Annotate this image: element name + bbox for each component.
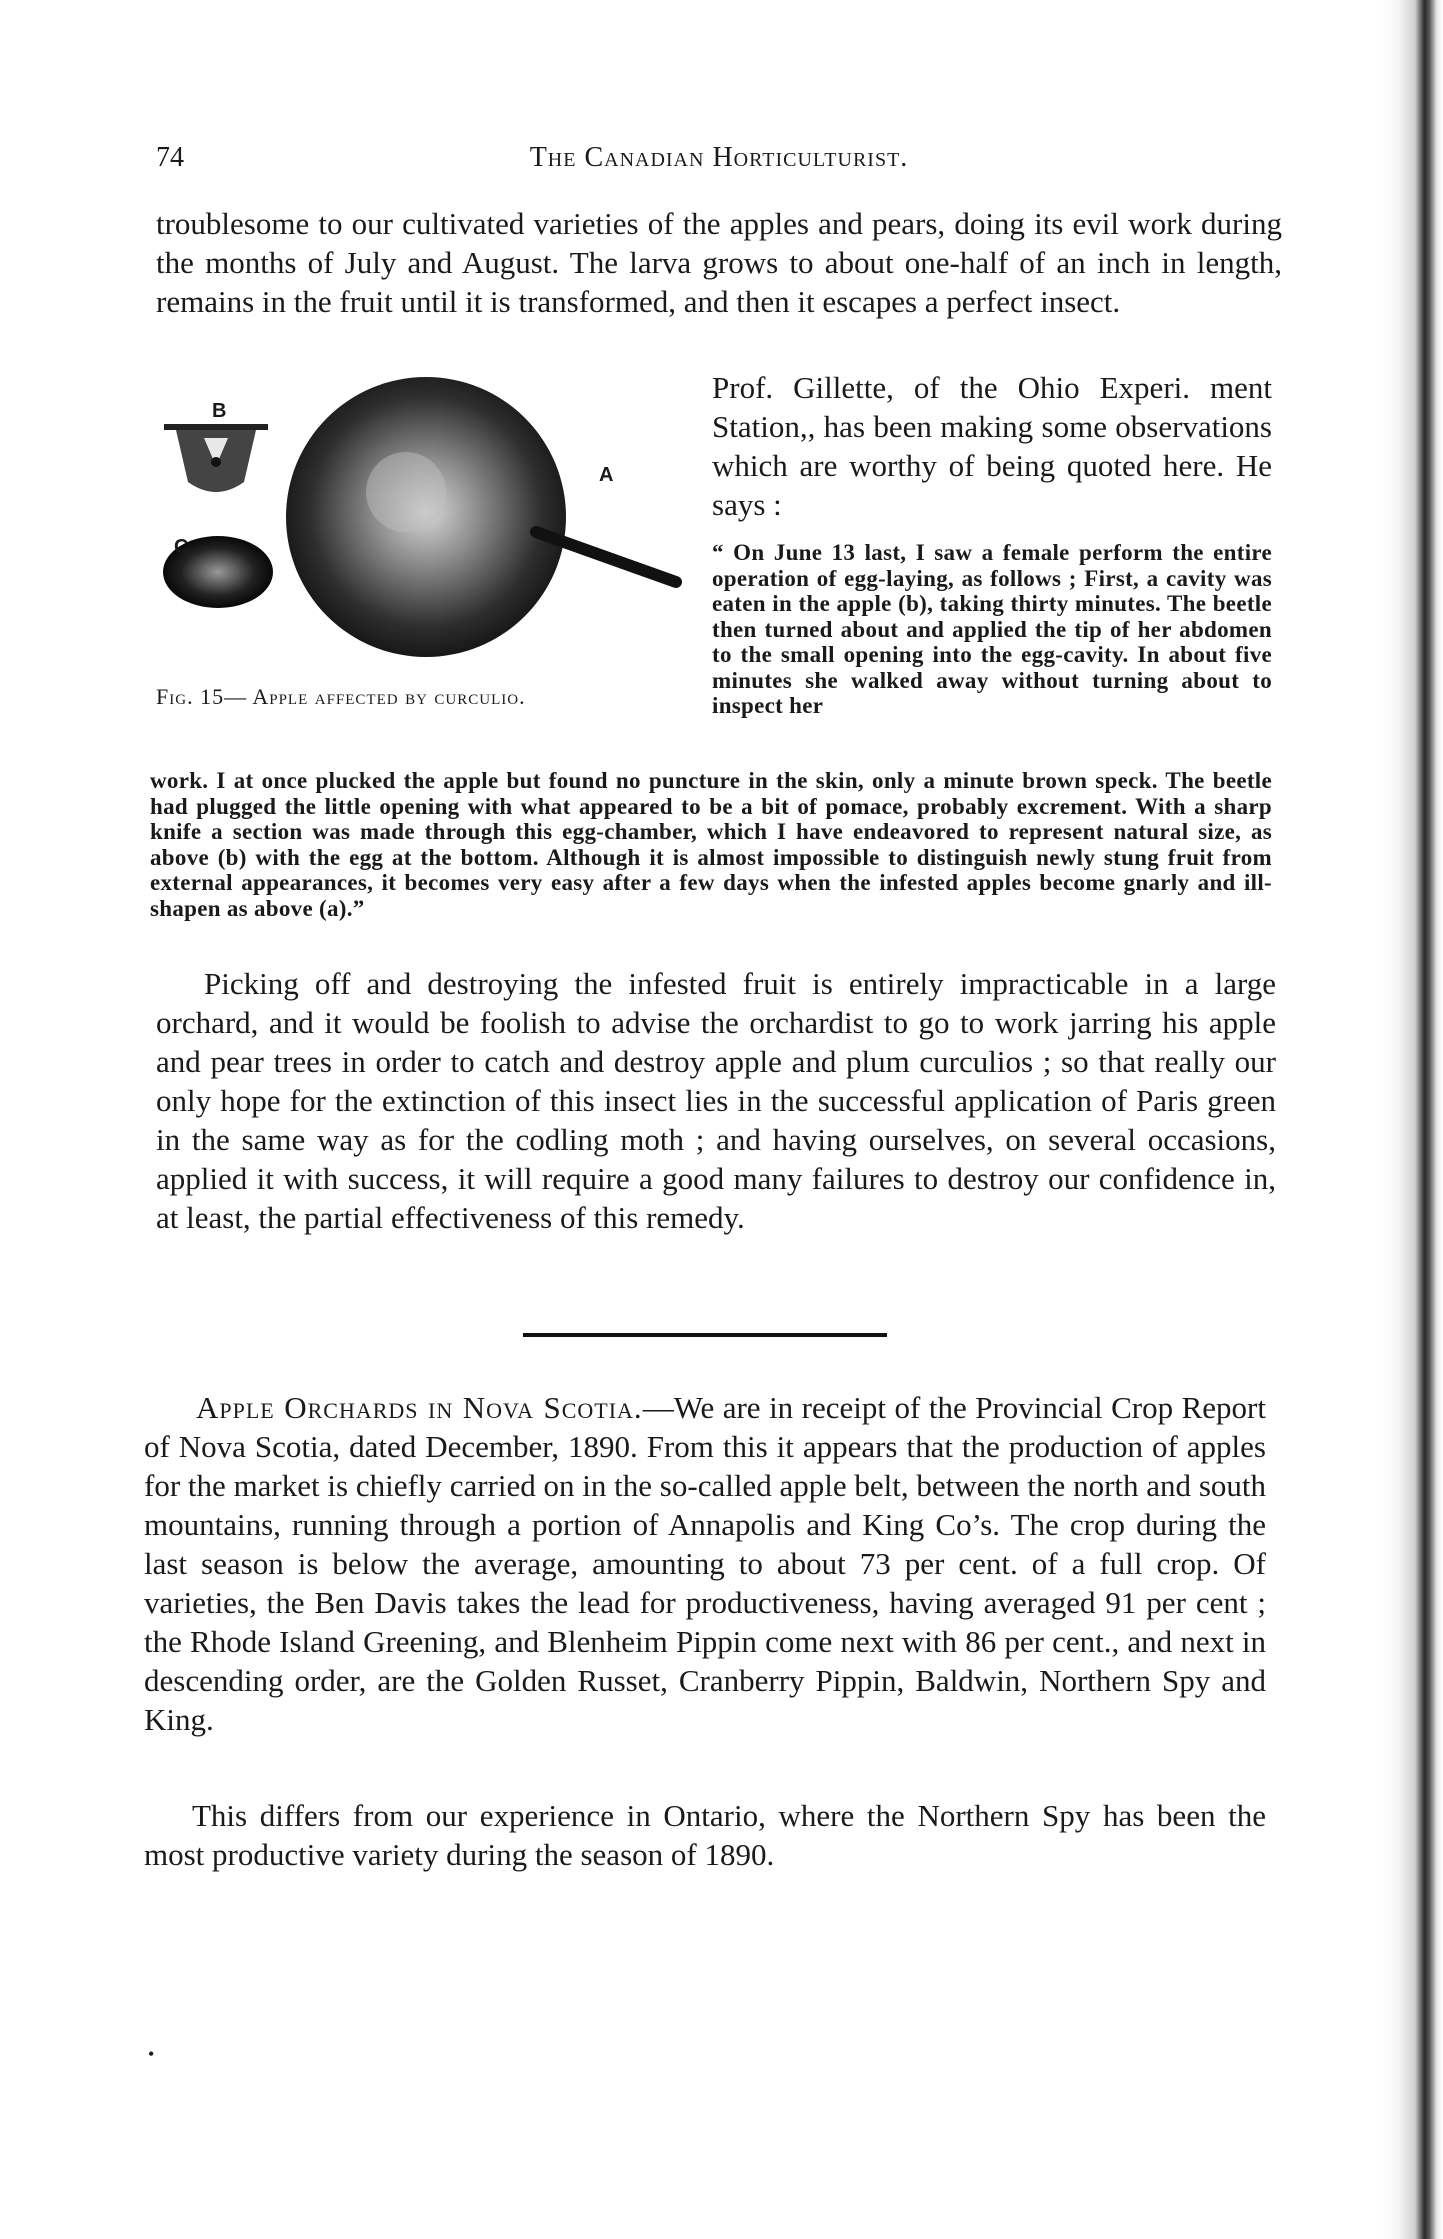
running-title: The Canadian Horticulturist. — [529, 142, 909, 173]
scan-speck: • — [148, 2044, 155, 2064]
apple-illustration — [156, 372, 716, 672]
gillette-intro: Prof. Gillette, of the Ohio Experi. ment Station,, has been making some observations which are worthy of being quoted here. He says : — [712, 370, 1272, 522]
nova-scotia-paragraph — [144, 1388, 1266, 1739]
figure-label-a: A — [599, 464, 614, 486]
page-number: 74 — [156, 142, 184, 173]
nova-scotia-heading: Apple Orchards in Nova Scotia. — [196, 1390, 643, 1425]
ontario-paragraph: This differs from our experience in Ontario, where the Northern Spy has been the most productive variety during the season of 1890. — [144, 1798, 1266, 1872]
figure-apple-curculio — [156, 372, 716, 732]
quote-side-column: “ On June 13 last, I saw a female perform the entire operation of egg-laying, as follows ; First, a cavity was eaten in the apple (b), taking thirty minutes. The beetle then turned about and applied the tip of her abdomen to the small opening into the egg-cavity. In about five minutes she walked away without turning about to inspect her — [712, 540, 1272, 718]
nova-scotia-body: —We are in receipt of the Provincial Crop Report of Nova Scotia, dated December, 1890. From this it appears that the production of apples for the market is chiefly carried on in the so-called apple belt, between the north and south mountains, running through a portion of Annapolis and King Co’s. The crop during the last season is below the average, amounting to about 73 per cent. of a full crop. Of varieties, the Ben Davis takes the lead for productiveness, having averaged 91 per cent ; the Rhode Island Greening, and Blenheim Pippin come next with 86 per cent., and next in descending order, are the Golden Russet, Cranberry Pippin, Baldwin, Northern Spy and King. — [144, 1390, 1266, 1737]
figure-label-c: C — [174, 536, 189, 558]
quote-full-width: work. I at once plucked the apple but found no puncture in the skin, only a minute brown speck. The beetle had plugged the little opening with what appeared to be a bit of pomace, probably excrement. With a sharp knife a section was made through this egg-chamber, which I have endeavored to represent natural size, as above (b) with the egg at the bottom. Although it is almost impossible to distinguish newly stung fruit from external appearances, it becomes very easy after a few days when the infested apples become gnarly and ill-shapen as above (a).” — [150, 768, 1272, 921]
picking-paragraph: Picking off and destroying the infested fruit is entirely impracticable in a large orchard, and it would be foolish to advise the orchardist to go to work jarring his apple and pear trees in order to catch and destroy apple and plum curculios ; so that really our only hope for the extinction of this insect lies in the successful application of Paris green in the same way as for the codling moth ; and having ourselves, on several occasions, applied it with success, it will require a good many failures to destroy our confidence in, at least, the partial effectiveness of this remedy. — [156, 966, 1276, 1235]
figure-caption: Fig. 15— Apple affected by curculio. — [156, 684, 526, 709]
page-spine-shadow — [1381, 0, 1443, 2239]
page-header — [156, 142, 1282, 182]
intro-paragraph: troublesome to our cultivated varieties of the apples and pears, doing its evil work during the months of July and August. The larva grows to about one-half of an inch in length, remains in the fruit until it is transformed, and then it escapes a perfect insect. — [156, 206, 1282, 319]
section-divider — [523, 1333, 887, 1337]
figure-label-b: B — [212, 400, 227, 422]
section-b — [164, 424, 268, 492]
